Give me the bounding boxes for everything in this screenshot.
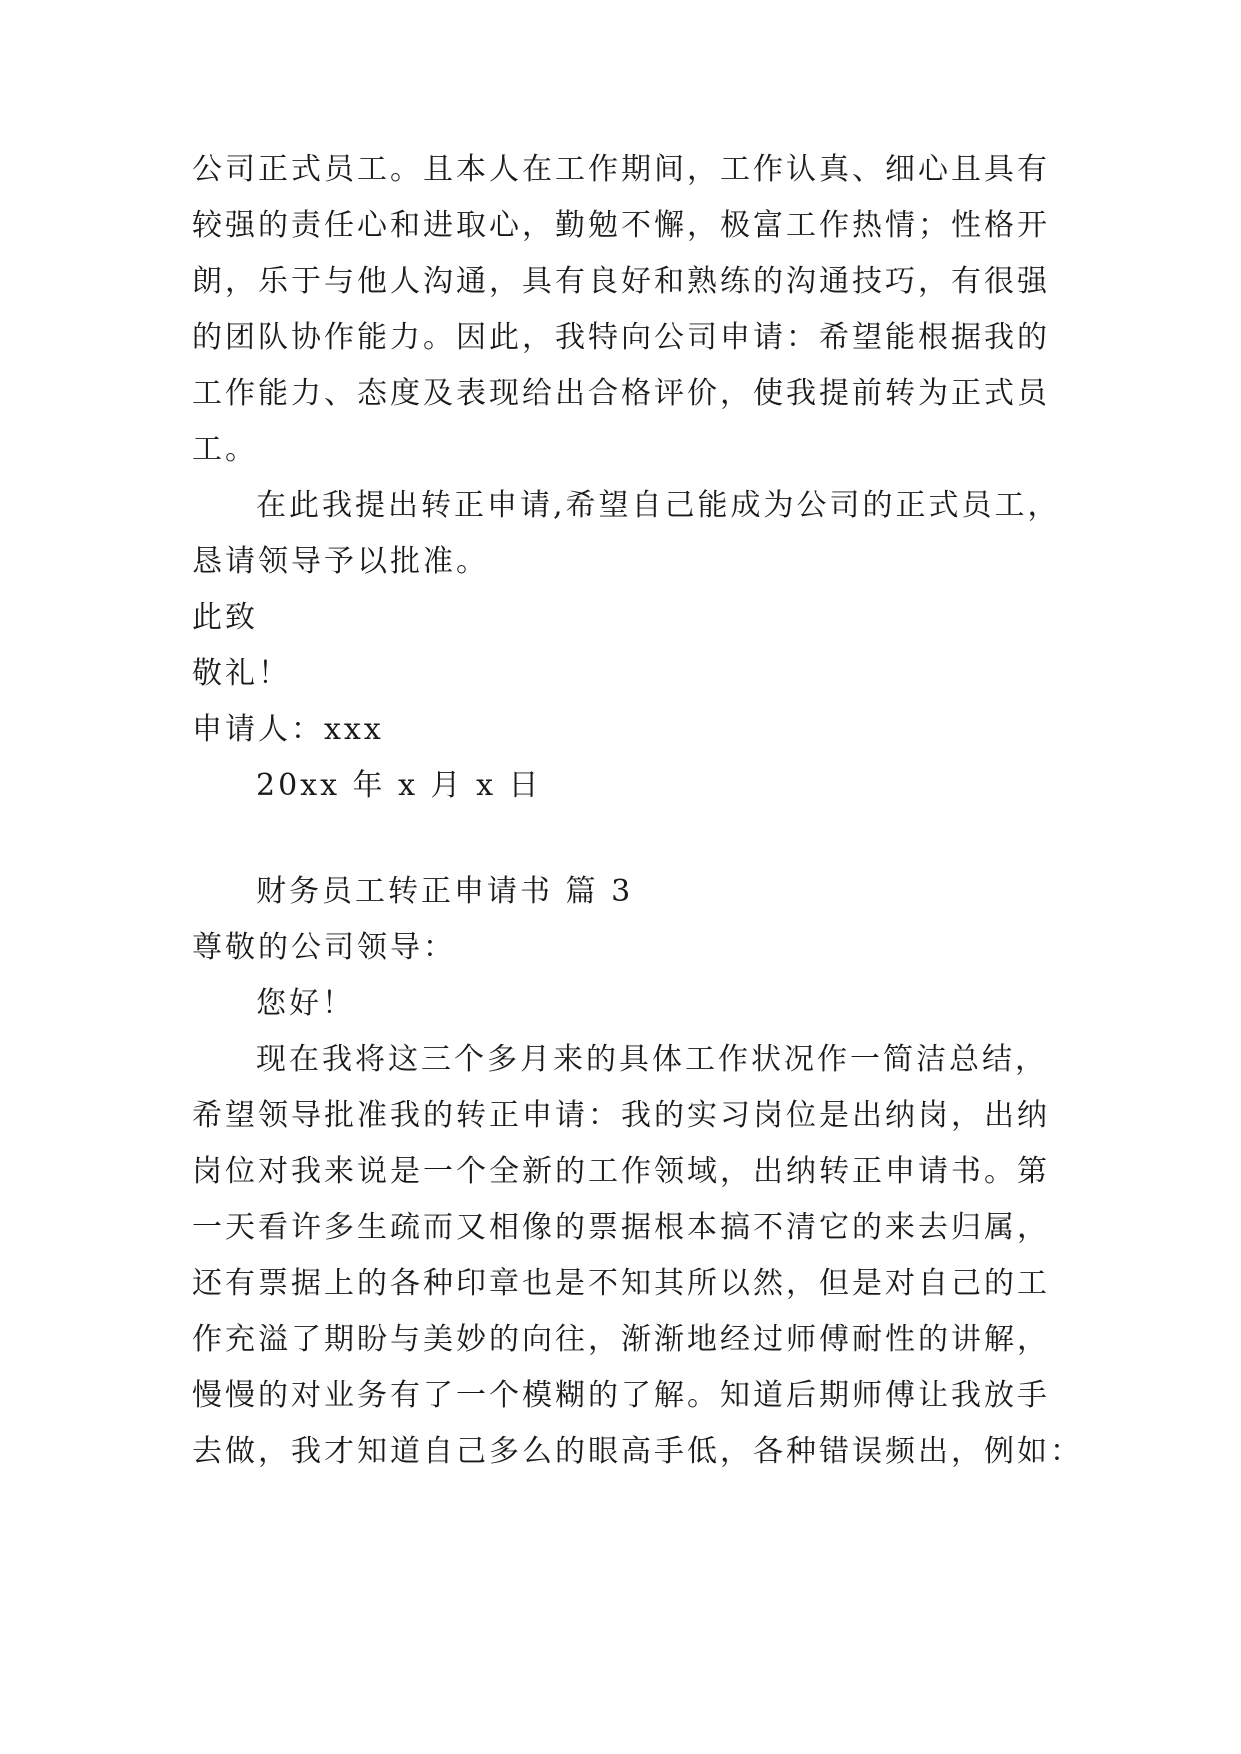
paragraph-line: 一天看许多生疏而又相像的票据根本搞不清它的来去归属， [192, 1210, 1050, 1245]
applicant-line: 申请人：xxx [192, 712, 384, 747]
greeting-line: 您好！ [256, 986, 355, 1021]
paragraph-line: 作充溢了期盼与美妙的向往，渐渐地经过师傅耐性的讲解， [192, 1322, 1050, 1357]
greeting-line: 尊敬的公司领导： [192, 930, 456, 965]
paragraph-line: 工。 [192, 432, 258, 467]
paragraph-line: 朗，乐于与他人沟通，具有良好和熟练的沟通技巧，有很强 [192, 264, 1050, 299]
paragraph-line: 较强的责任心和进取心，勤勉不懈，极富工作热情；性格开 [192, 208, 1050, 243]
paragraph-line: 希望领导批准我的转正申请：我的实习岗位是出纳岗，出纳 [192, 1098, 1050, 1133]
paragraph-line: 岗位对我来说是一个全新的工作领域，出纳转正申请书。第 [192, 1154, 1050, 1189]
paragraph-line: 的团队协作能力。因此，我特向公司申请：希望能根据我的 [192, 320, 1050, 355]
date-line: 20xx 年 x 月 x 日 [256, 768, 542, 803]
paragraph-line: 公司正式员工。且本人在工作期间，工作认真、细心且具有 [192, 152, 1050, 187]
salutation-line: 敬礼！ [192, 656, 291, 691]
paragraph-line: 还有票据上的各种印章也是不知其所以然，但是对自己的工 [192, 1266, 1050, 1301]
paragraph-line: 去做，我才知道自己多么的眼高手低，各种错误频出，例如： [192, 1434, 1083, 1469]
paragraph-line: 工作能力、态度及表现给出合格评价，使我提前转为正式员 [192, 376, 1050, 411]
paragraph-line: 恳请领导予以批准。 [192, 544, 489, 579]
section-title: 财务员工转正申请书 篇 3 [256, 874, 634, 909]
paragraph-line: 慢慢的对业务有了一个模糊的了解。知道后期师傅让我放手 [192, 1378, 1050, 1413]
paragraph-line: 现在我将这三个多月来的具体工作状况作一简洁总结， [256, 1042, 1048, 1077]
paragraph-line: 在此我提出转正申请,希望自己能成为公司的正式员工， [256, 488, 1061, 523]
closing-line: 此致 [192, 600, 258, 635]
